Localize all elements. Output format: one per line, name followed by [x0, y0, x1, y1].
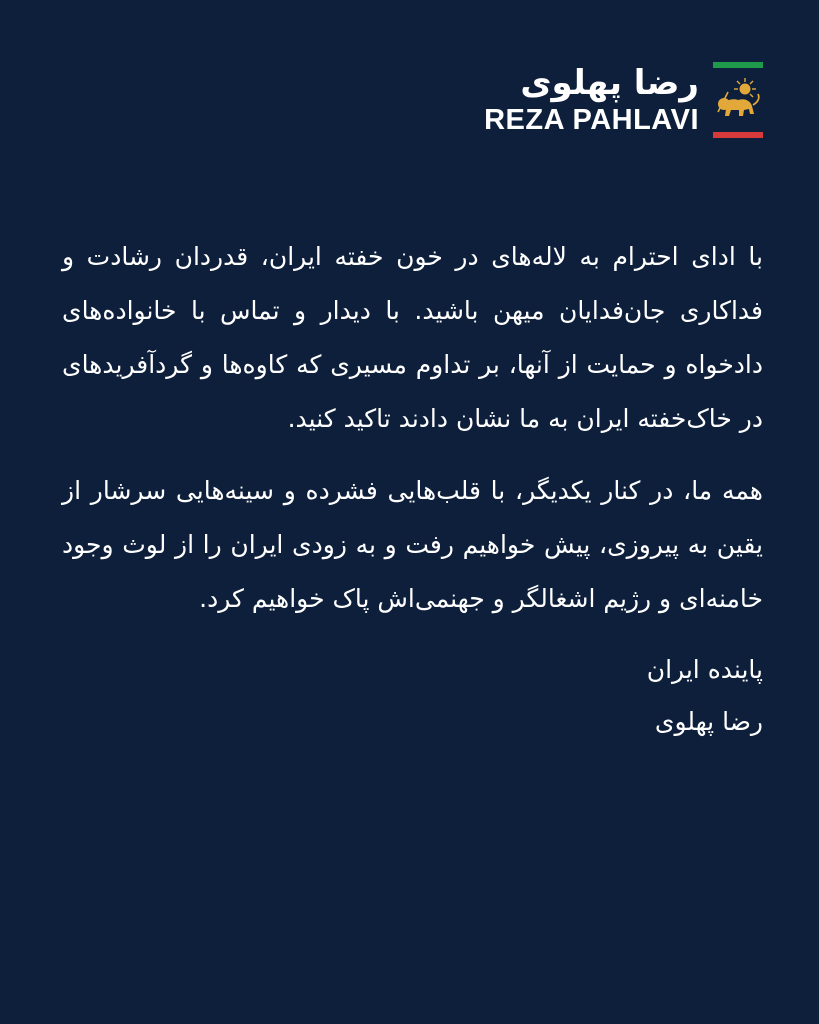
- red-stripe: [713, 132, 763, 138]
- brand-name-persian: رضا پهلوی: [520, 63, 699, 103]
- message-paragraph-2: همه ما، در کنار یکدیگر، با قلب‌هایی فشرده و سینه‌هایی سرشار از یقین به پیروزی، پیش خواهیم رفت و به زودی ایران را از لوث وجود خامنه‌ای و رژیم اشغالگر و جهنمی‌اش پاک خواهیم کرد.: [62, 476, 763, 613]
- closing-line: پاینده ایران: [646, 655, 763, 684]
- message-paragraph-1: با ادای احترام به لاله‌های در خون خفته ایران، قدردان رشادت و فداکاری جان‌فدایان میهن باشید. با دیدار و تماس با خانواده‌های دادخواه و حمایت از آنها، بر تداوم مسیری که کاوه‌ها و گردآفریدهای در خاک‌خفته ایران به ما نشان دادند تاکید کنید.: [62, 242, 763, 433]
- lion-and-sun-icon: [713, 72, 763, 128]
- green-stripe: [713, 62, 763, 68]
- signoff: [62, 644, 763, 748]
- brand-logo: [484, 62, 763, 138]
- message-body: [62, 230, 763, 748]
- brand-name-english: REZA PAHLAVI: [484, 104, 699, 136]
- flag-emblem: [713, 62, 763, 138]
- brand-wordmark: [484, 63, 699, 137]
- signature: رضا پهلوی: [654, 707, 763, 736]
